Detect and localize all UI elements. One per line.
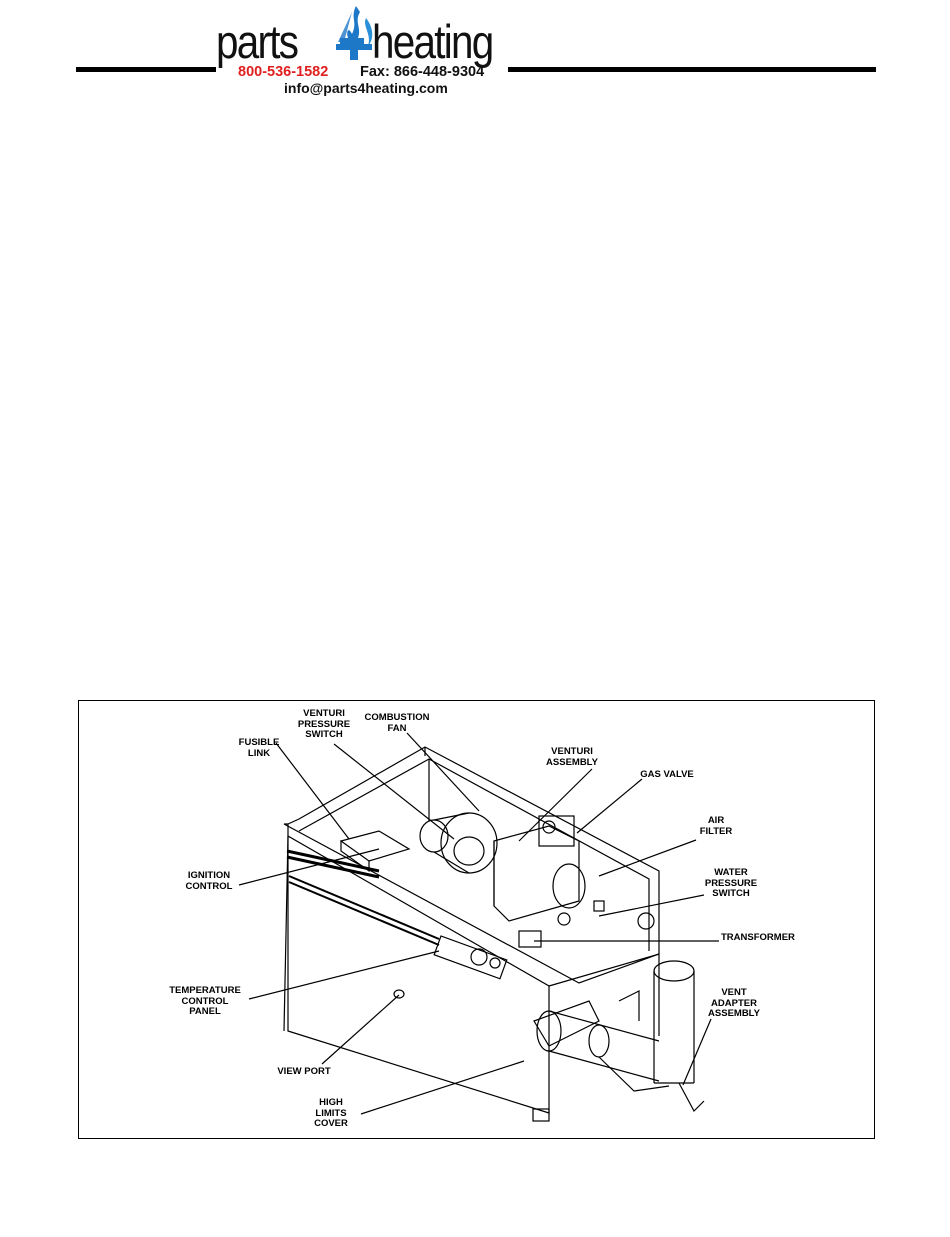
callout-transformer: TRANSFORMER [721,932,795,943]
header-rule-left [76,67,216,72]
callout-air-filter: AIR FILTER [699,815,733,837]
parts4heating-logo [216,4,508,68]
callout-high-limits-cover: HIGH LIMITS COVER [314,1097,348,1129]
callout-gas-valve: GAS VALVE [640,769,694,780]
boiler-illustration [79,701,876,1140]
callout-fusible-link: FUSIBLE LINK [238,737,280,759]
callout-temperature-control-panel: TEMPERATURE CONTROL PANEL [169,985,241,1017]
callout-combustion-fan: COMBUSTION FAN [364,712,430,734]
logo-text-parts: parts [216,15,298,68]
callout-venturi-pressure-switch: VENTURI PRESSURE SWITCH [297,708,351,740]
phone-number[interactable]: 800-536-1582 [238,64,329,80]
callout-venturi-assembly: VENTURI ASSEMBLY [546,746,598,768]
flame-icon [328,4,376,66]
callout-view-port: VIEW PORT [277,1066,331,1077]
header-rule-right [508,67,876,72]
view-port-icon [394,990,404,998]
boiler-diagram-figure [78,700,875,1139]
callout-vent-adapter-assembly: VENT ADAPTER ASSEMBLY [708,987,760,1019]
fax-number: Fax: 866-448-9304 [360,64,485,80]
logo-text-heating: heating [372,15,493,68]
email-link[interactable]: info@parts4heating.com [284,80,448,96]
callout-water-pressure-switch: WATER PRESSURE SWITCH [704,867,758,899]
callout-ignition-control: IGNITION CONTROL [185,870,233,892]
